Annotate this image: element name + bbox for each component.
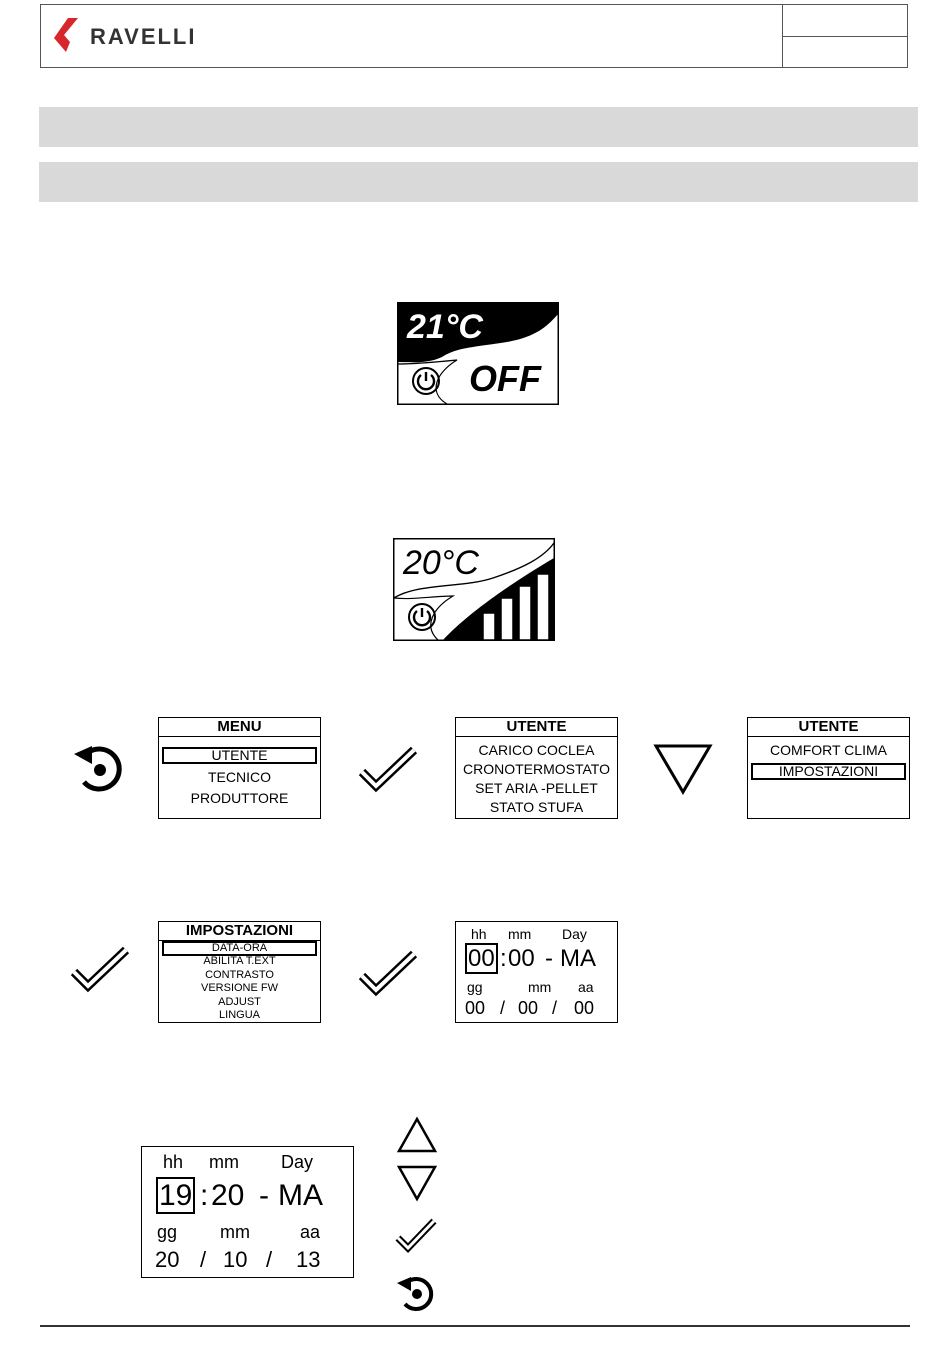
display-off-panel (397, 302, 559, 405)
time-separator: : (200, 1179, 209, 1212)
mm-label: mm (508, 926, 532, 942)
gg-label: gg (467, 979, 483, 995)
brand-name: RAVELLI (90, 24, 197, 49)
arrow-down-icon[interactable] (653, 743, 713, 795)
arrow-down-icon[interactable] (396, 1164, 438, 1202)
power-icon (407, 602, 437, 632)
year-value[interactable]: 13 (296, 1247, 321, 1272)
impostazioni-display (158, 921, 321, 1023)
menu-item-tecnico[interactable]: TECNICO (208, 769, 271, 785)
menu-title: MENU (159, 718, 320, 737)
hour-field[interactable] (156, 1179, 195, 1213)
hour-value[interactable]: 19 (156, 1177, 195, 1214)
menu-item-produttore[interactable]: PRODUTTORE (190, 790, 289, 806)
hour-field[interactable] (465, 946, 498, 972)
time-separator: : (500, 945, 507, 972)
dash-separator: - (259, 1179, 269, 1212)
utente-title: UTENTE (456, 718, 617, 737)
minute-value[interactable]: 20 (211, 1179, 245, 1212)
temperature-readout: 21°C (407, 308, 483, 346)
day-value[interactable]: MA (560, 945, 596, 972)
section-bar (39, 162, 918, 202)
day-label: Day (281, 1152, 314, 1172)
display-on-panel (393, 538, 555, 641)
datetime-display-default (455, 921, 618, 1023)
month-value[interactable]: 00 (518, 998, 539, 1018)
ravelli-logo (54, 18, 80, 52)
minute-value[interactable]: 00 (508, 945, 535, 972)
footer-rule (40, 1325, 910, 1327)
day-value[interactable]: MA (278, 1179, 323, 1212)
mm-label: mm (209, 1152, 239, 1172)
date-separator: / (552, 998, 558, 1018)
hh-label: hh (471, 926, 487, 942)
back-icon[interactable] (394, 1272, 438, 1316)
check-icon[interactable] (70, 944, 130, 994)
utente-title: UTENTE (748, 718, 909, 737)
aa-label: aa (578, 979, 594, 995)
check-icon[interactable] (358, 948, 418, 998)
month-label: mm (528, 979, 552, 995)
menu-item-set-aria-pellet[interactable]: SET ARIA -PELLET (475, 780, 598, 796)
menu-item-contrasto[interactable]: CONTRASTO (205, 969, 274, 981)
power-icon (411, 366, 441, 396)
impostazioni-title: IMPOSTAZIONI (159, 922, 320, 941)
year-value[interactable]: 00 (574, 998, 595, 1018)
menu-item-comfort-clima[interactable]: COMFORT CLIMA (770, 742, 887, 758)
day-number-value[interactable]: 20 (155, 1247, 180, 1272)
utente-display-2 (747, 717, 910, 819)
menu-item-cronotermostato[interactable]: CRONOTERMOSTATO (463, 761, 610, 777)
date-separator: / (266, 1247, 273, 1272)
day-label: Day (562, 926, 587, 942)
month-value[interactable]: 10 (223, 1247, 248, 1272)
menu-item-carico-coclea[interactable]: CARICO COCLEA (478, 742, 595, 758)
menu-item-abilita-text[interactable]: ABILITA T.EXT (203, 955, 276, 967)
menu-item-versione-fw[interactable]: VERSIONE FW (200, 982, 278, 994)
utente-display (455, 717, 618, 819)
date-separator: / (200, 1247, 207, 1272)
menu-item-stato-stufa[interactable]: STATO STUFA (489, 799, 584, 815)
menu-item-impostazioni[interactable]: IMPOSTAZIONI (751, 763, 906, 780)
datetime-display-set (141, 1146, 354, 1278)
menu-item-adjust[interactable]: ADJUST (218, 996, 261, 1008)
day-number-value[interactable]: 00 (465, 998, 486, 1018)
check-icon[interactable] (394, 1216, 438, 1254)
menu-item-data-ora[interactable]: DATA-ORA (162, 941, 317, 956)
hour-value[interactable]: 00 (465, 943, 498, 974)
check-icon[interactable] (358, 744, 418, 794)
back-icon[interactable] (70, 740, 128, 798)
section-bar (39, 107, 918, 147)
header-divider (782, 36, 908, 37)
status-text: OFF (469, 358, 541, 399)
gg-label: gg (157, 1222, 178, 1242)
hh-label: hh (163, 1152, 184, 1172)
month-label: mm (220, 1222, 250, 1242)
menu-display (158, 717, 321, 819)
menu-item-lingua[interactable]: LINGUA (219, 1009, 260, 1021)
dash-separator: - (545, 945, 553, 972)
aa-label: aa (300, 1222, 321, 1242)
arrow-up-icon[interactable] (396, 1116, 438, 1154)
date-separator: / (500, 998, 506, 1018)
temperature-readout: 20°C (403, 544, 479, 582)
menu-item-utente[interactable]: UTENTE (162, 747, 317, 764)
